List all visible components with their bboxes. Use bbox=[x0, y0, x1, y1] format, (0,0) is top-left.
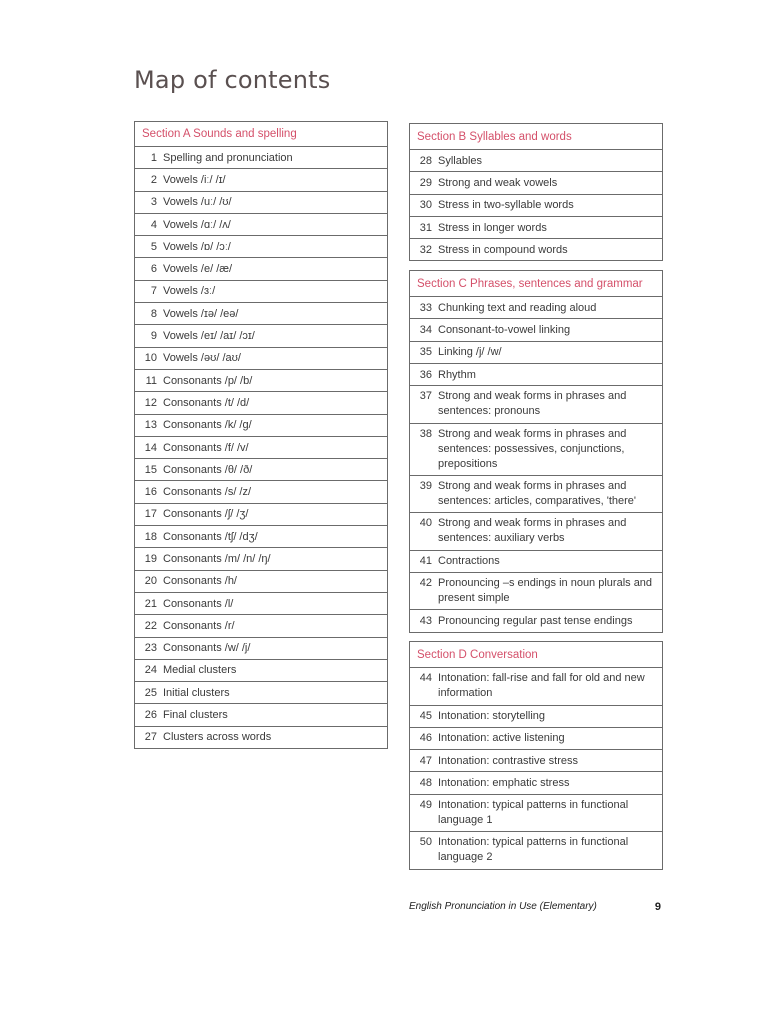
contents-row bbox=[410, 385, 662, 423]
contents-row bbox=[410, 194, 662, 216]
unit-title: Vowels /iː/ /ɪ/ bbox=[163, 173, 226, 186]
unit-title: Stress in longer words bbox=[438, 221, 547, 234]
unit-number: 1 bbox=[150, 151, 157, 164]
unit-number: 16 bbox=[144, 486, 157, 499]
contents-row bbox=[135, 257, 387, 279]
contents-row bbox=[135, 614, 387, 636]
contents-row bbox=[135, 703, 387, 725]
contents-row bbox=[410, 318, 662, 340]
unit-title: Vowels /əʊ/ /aʊ/ bbox=[163, 352, 241, 365]
contents-row bbox=[135, 146, 387, 168]
unit-number: 24 bbox=[144, 664, 157, 677]
unit-number: 14 bbox=[144, 441, 157, 454]
unit-title: Consonants /p/ /b/ bbox=[163, 374, 253, 387]
contents-row bbox=[410, 171, 662, 193]
contents-row bbox=[410, 771, 662, 793]
unit-number: 47 bbox=[419, 754, 432, 767]
unit-title: Syllables bbox=[438, 154, 483, 167]
contents-row bbox=[410, 475, 662, 513]
contents-row bbox=[135, 391, 387, 413]
contents-row bbox=[410, 831, 662, 869]
section-d-table bbox=[409, 641, 663, 870]
contents-row bbox=[410, 550, 662, 572]
unit-title: Strong and weak forms in phrases and sentences: auxiliary verbs bbox=[438, 517, 627, 545]
unit-number: 22 bbox=[144, 619, 157, 632]
unit-number: 40 bbox=[419, 517, 432, 530]
unit-title: Consonants /f/ /v/ bbox=[163, 441, 249, 454]
contents-row bbox=[135, 570, 387, 592]
unit-title: Vowels /e/ /æ/ bbox=[163, 263, 233, 276]
unit-number: 20 bbox=[144, 575, 157, 588]
unit-number: 6 bbox=[150, 263, 157, 276]
contents-row bbox=[135, 458, 387, 480]
section-a-heading: Section A Sounds and spelling bbox=[135, 121, 387, 146]
unit-title: Intonation: fall-rise and fall for old and new information bbox=[438, 672, 645, 699]
contents-row bbox=[410, 727, 662, 749]
unit-number: 41 bbox=[419, 555, 432, 568]
unit-number: 5 bbox=[150, 240, 157, 253]
contents-row bbox=[135, 547, 387, 569]
unit-number: 43 bbox=[419, 615, 432, 628]
unit-title: Consonants /r/ bbox=[163, 619, 235, 632]
page-title: Map of contents bbox=[134, 66, 331, 94]
contents-row bbox=[410, 609, 662, 631]
unit-number: 30 bbox=[419, 199, 432, 212]
unit-title: Vowels /ɑː/ /ʌ/ bbox=[163, 218, 231, 231]
contents-row bbox=[135, 369, 387, 391]
unit-number: 7 bbox=[150, 285, 157, 298]
contents-row bbox=[135, 436, 387, 458]
page-footer bbox=[409, 901, 661, 913]
unit-number: 44 bbox=[419, 672, 432, 684]
contents-row bbox=[135, 302, 387, 324]
contents-row bbox=[135, 726, 387, 748]
unit-title: Intonation: storytelling bbox=[438, 710, 546, 723]
unit-title: Pronouncing regular past tense endings bbox=[438, 615, 633, 628]
unit-number: 37 bbox=[419, 390, 432, 403]
unit-title: Consonant-to-vowel linking bbox=[438, 323, 571, 336]
unit-title: Vowels /ɒ/ /ɔː/ bbox=[163, 240, 231, 253]
unit-title: Stress in two-syllable words bbox=[438, 199, 574, 212]
contents-row bbox=[135, 213, 387, 235]
contents-row bbox=[410, 296, 662, 318]
unit-title: Vowels /ɜː/ bbox=[163, 285, 216, 298]
unit-number: 31 bbox=[419, 221, 432, 234]
unit-title: Intonation: typical patterns in functional language 2 bbox=[438, 836, 629, 864]
unit-number: 26 bbox=[144, 709, 157, 722]
contents-row bbox=[410, 363, 662, 385]
unit-title: Consonants /θ/ /ð/ bbox=[163, 463, 253, 476]
unit-title: Consonants /k/ /g/ bbox=[163, 419, 252, 432]
unit-title: Consonants /t/ /d/ bbox=[163, 396, 250, 409]
unit-number: 46 bbox=[419, 732, 432, 745]
contents-row bbox=[410, 423, 662, 475]
unit-number: 50 bbox=[419, 836, 432, 849]
unit-number: 27 bbox=[144, 731, 157, 744]
contents-row bbox=[135, 347, 387, 369]
unit-title: Strong and weak vowels bbox=[438, 176, 558, 189]
unit-number: 21 bbox=[144, 597, 157, 610]
unit-title: Initial clusters bbox=[163, 686, 230, 699]
unit-number: 45 bbox=[419, 710, 432, 723]
contents-row bbox=[410, 667, 662, 705]
contents-row bbox=[135, 503, 387, 525]
unit-title: Final clusters bbox=[163, 709, 228, 722]
unit-title: Intonation: active listening bbox=[438, 732, 565, 745]
contents-row bbox=[135, 480, 387, 502]
unit-title: Consonants /w/ /j/ bbox=[163, 642, 251, 655]
unit-title: Consonants /ʃ/ /ʒ/ bbox=[163, 508, 249, 521]
section-d-heading: Section D Conversation bbox=[410, 641, 662, 667]
unit-title: Intonation: typical patterns in functional language 1 bbox=[438, 798, 629, 826]
contents-row bbox=[135, 681, 387, 703]
contents-row bbox=[410, 572, 662, 610]
contents-row bbox=[135, 235, 387, 257]
unit-title: Vowels /ɪə/ /eə/ bbox=[163, 307, 239, 320]
unit-number: 25 bbox=[144, 686, 157, 699]
unit-title: Linking /j/ /w/ bbox=[438, 346, 502, 359]
contents-row bbox=[135, 592, 387, 614]
unit-number: 34 bbox=[419, 323, 432, 336]
unit-title: Consonants /s/ /z/ bbox=[163, 486, 252, 499]
section-c-table bbox=[409, 270, 663, 633]
unit-number: 42 bbox=[419, 576, 432, 589]
unit-number: 10 bbox=[144, 352, 157, 365]
contents-row bbox=[410, 149, 662, 171]
unit-title: Chunking text and reading aloud bbox=[438, 301, 597, 314]
unit-title: Vowels /uː/ /ʊ/ bbox=[163, 196, 232, 209]
footer-book-title: English Pronunciation in Use (Elementary) bbox=[409, 901, 597, 912]
unit-number: 3 bbox=[150, 196, 157, 209]
unit-number: 36 bbox=[419, 368, 432, 381]
contents-row bbox=[135, 637, 387, 659]
unit-number: 39 bbox=[419, 479, 432, 492]
unit-title: Vowels /eɪ/ /aɪ/ /ɔɪ/ bbox=[163, 330, 255, 343]
unit-number: 18 bbox=[144, 530, 157, 543]
unit-number: 23 bbox=[144, 642, 157, 655]
unit-number: 48 bbox=[419, 777, 432, 790]
unit-number: 38 bbox=[419, 427, 432, 440]
unit-title: Consonants /l/ bbox=[163, 597, 234, 610]
unit-number: 19 bbox=[144, 552, 157, 565]
section-b-heading: Section B Syllables and words bbox=[410, 123, 662, 149]
unit-number: 4 bbox=[150, 218, 157, 231]
unit-number: 29 bbox=[419, 176, 432, 189]
unit-title: Clusters across words bbox=[163, 731, 272, 744]
contents-row bbox=[135, 659, 387, 681]
unit-number: 15 bbox=[144, 463, 157, 476]
unit-title: Intonation: emphatic stress bbox=[438, 777, 570, 790]
contents-row bbox=[135, 414, 387, 436]
contents-row bbox=[135, 525, 387, 547]
unit-number: 9 bbox=[150, 330, 157, 343]
section-c-heading: Section C Phrases, sentences and grammar bbox=[410, 270, 662, 296]
contents-row bbox=[135, 168, 387, 190]
unit-title: Strong and weak forms in phrases and sentences: possessives, conjunctions, prepositions bbox=[438, 427, 627, 470]
contents-row bbox=[410, 341, 662, 363]
contents-row bbox=[135, 191, 387, 213]
unit-title: Stress in compound words bbox=[438, 243, 568, 256]
unit-number: 35 bbox=[419, 346, 432, 359]
contents-row bbox=[410, 238, 662, 260]
contents-row bbox=[410, 705, 662, 727]
unit-number: 32 bbox=[419, 243, 432, 256]
unit-number: 28 bbox=[419, 154, 432, 167]
page-number: 9 bbox=[654, 901, 661, 913]
unit-title: Strong and weak forms in phrases and sentences: articles, comparatives, 'there' bbox=[438, 479, 637, 507]
unit-number: 2 bbox=[150, 173, 157, 186]
contents-row bbox=[135, 324, 387, 346]
contents-row bbox=[410, 794, 662, 832]
unit-number: 8 bbox=[150, 307, 157, 320]
unit-number: 11 bbox=[145, 374, 157, 387]
unit-number: 49 bbox=[419, 798, 432, 811]
unit-number: 17 bbox=[144, 508, 157, 521]
unit-title: Medial clusters bbox=[163, 664, 237, 677]
unit-title: Spelling and pronunciation bbox=[163, 151, 293, 164]
unit-title: Intonation: contrastive stress bbox=[438, 754, 579, 767]
contents-row bbox=[410, 512, 662, 550]
contents-row bbox=[410, 216, 662, 238]
unit-number: 12 bbox=[144, 396, 157, 409]
unit-title: Consonants /tʃ/ /dʒ/ bbox=[163, 530, 258, 543]
unit-title: Consonants /m/ /n/ /ŋ/ bbox=[163, 552, 271, 565]
unit-title: Pronouncing –s endings in noun plurals and present simple bbox=[438, 576, 653, 604]
unit-title: Contractions bbox=[438, 555, 500, 568]
unit-number: 33 bbox=[419, 301, 432, 314]
unit-title: Rhythm bbox=[438, 368, 476, 381]
unit-title: Consonants /h/ bbox=[163, 575, 237, 588]
unit-number: 13 bbox=[144, 419, 157, 432]
contents-row bbox=[135, 280, 387, 302]
section-a-table bbox=[134, 121, 388, 749]
section-b-table bbox=[409, 123, 663, 261]
unit-title: Strong and weak forms in phrases and sentences: pronouns bbox=[438, 390, 627, 418]
contents-row bbox=[410, 749, 662, 771]
